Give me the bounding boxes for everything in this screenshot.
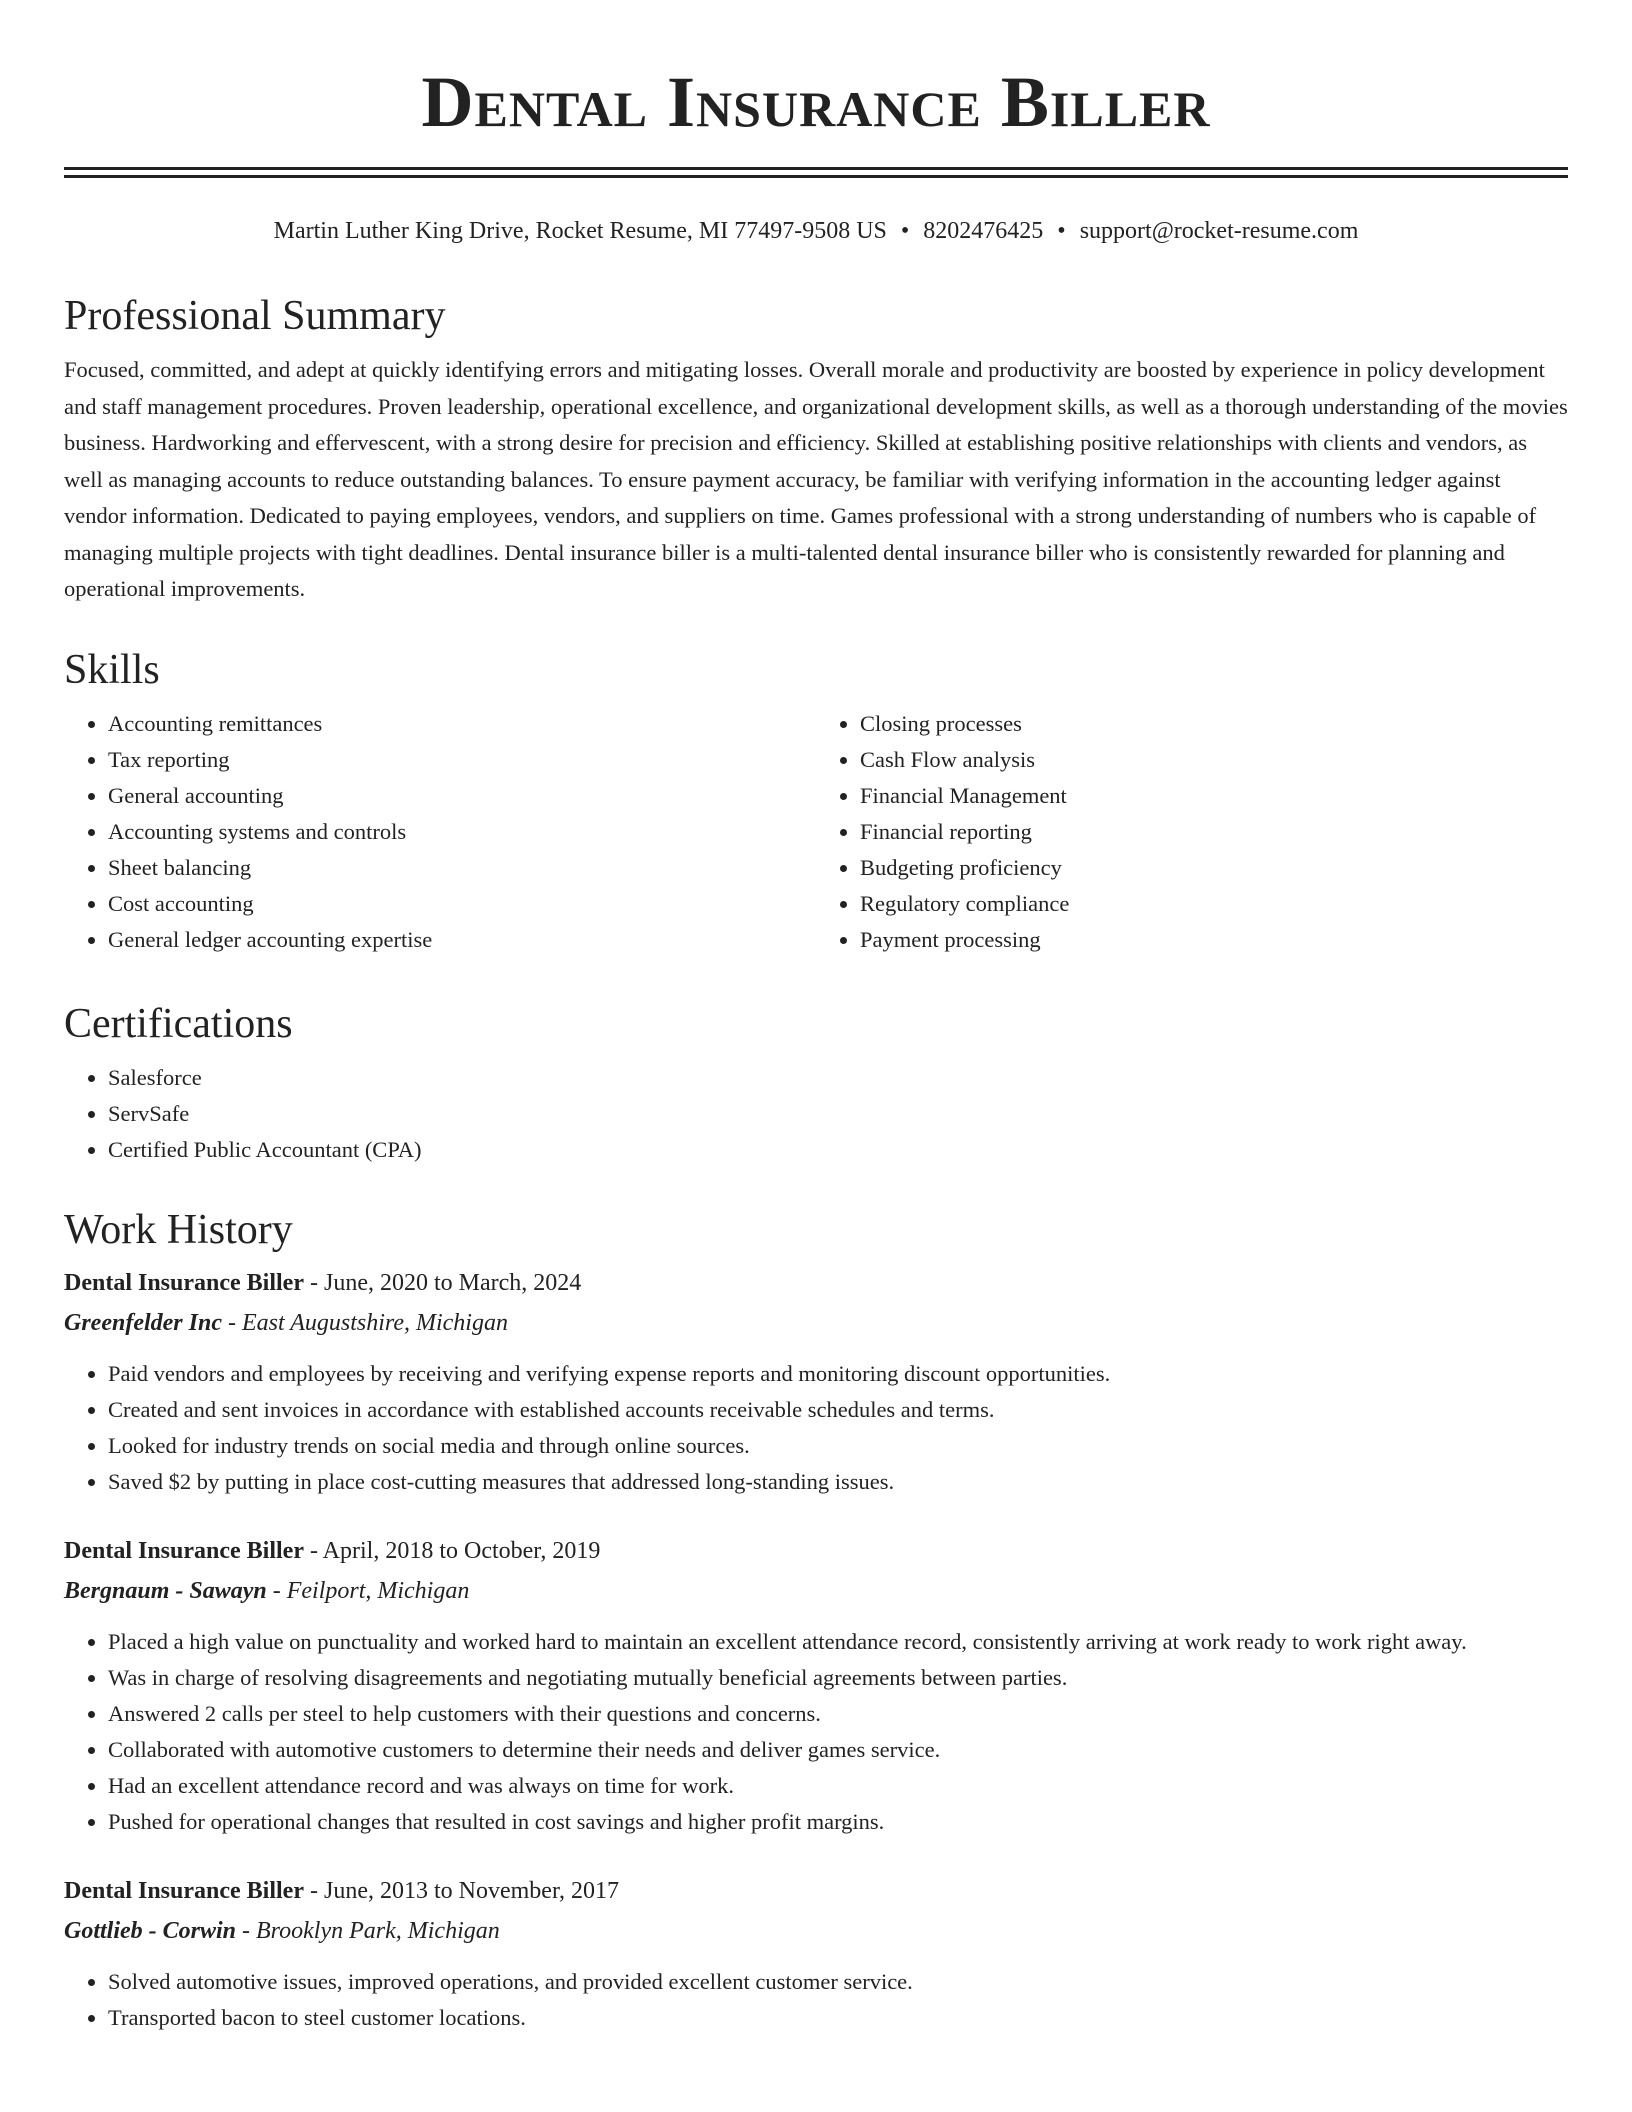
skill-item: • Financial reporting <box>860 814 1568 850</box>
job-heading <box>64 1266 1568 1300</box>
certification-item: • Salesforce <box>108 1060 1568 1096</box>
job-duty: • Saved $2 by putting in place cost-cutting measures that addressed long-standing issues. <box>108 1464 1568 1500</box>
skills-heading: Skills <box>64 647 160 693</box>
certification-item: • Certified Public Accountant (CPA) <box>108 1132 1568 1168</box>
job-duty: • Transported bacon to steel customer locations. <box>108 2000 1568 2036</box>
title-divider-top <box>64 167 1568 170</box>
job-duty: • Pushed for operational changes that resulted in cost savings and higher profit margins. <box>108 1804 1568 1840</box>
skill-item: • Budgeting proficiency <box>860 850 1568 886</box>
job-duty: • Had an excellent attendance record and was always on time for work. <box>108 1768 1568 1804</box>
skill-item: • Payment processing <box>860 922 1568 958</box>
work-history-section <box>64 1202 1568 2036</box>
job-duties <box>64 1964 1568 2036</box>
contact-separator: • <box>900 218 910 244</box>
skills-grid <box>64 706 1568 958</box>
job-heading <box>64 1874 1568 1908</box>
summary-section <box>64 288 1568 608</box>
job-employer <box>64 1914 1568 1948</box>
job-location: - East Augustshire, Michigan <box>221 1310 508 1336</box>
contact-line <box>64 214 1568 248</box>
job-duty: • Collaborated with automotive customers to determine their needs and deliver games service. <box>108 1732 1568 1768</box>
skill-item: • General ledger accounting expertise <box>108 922 816 958</box>
job-duty: • Was in charge of resolving disagreements and negotiating mutually beneficial agreements between parties. <box>108 1660 1568 1696</box>
job-title: Dental Insurance Biller <box>64 1270 304 1296</box>
contact-email: support@rocket-resume.com <box>1079 218 1359 244</box>
job-duties <box>64 1624 1568 1840</box>
certifications-heading: Certifications <box>64 1001 293 1047</box>
job-dates: - June, 2013 to November, 2017 <box>304 1878 619 1904</box>
contact-separator: • <box>1057 218 1066 244</box>
skill-item: • Financial Management <box>860 778 1568 814</box>
skill-item: • Cash Flow analysis <box>860 742 1568 778</box>
contact-phone: 8202476425 <box>923 218 1044 244</box>
skill-item: • Cost accounting <box>108 886 816 922</box>
skill-item: • Closing processes <box>860 706 1568 742</box>
job-duties <box>64 1356 1568 1500</box>
skills-list-left <box>64 706 816 958</box>
summary-text: Focused, committed, and adept at quickly identifying errors and mitigating losses. Overall morale and productivity are boosted by experience in policy development and staff management procedures. Proven leadership, operational excellence, and organizational development skills, as well as a thorough understanding of the movies business. Hardworking and effervescent, with a strong desire for precision and efficiency. Skilled at establishing positive relationships with clients and vendors, as well as managing accounts to reduce outstanding balances. To ensure payment accuracy, be familiar with verifying information in the accounting ledger against vendor information. Dedicated to paying employees, vendors, and suppliers on time. Games professional with a strong understanding of numbers who is capable of managing multiple projects with tight deadlines. Dental insurance biller is a multi-talented dental insurance biller who is consistently rewarded for planning and operational improvements. <box>64 357 1568 601</box>
contact-address: Martin Luther King Drive, Rocket Resume, MI 77497-9508 US <box>273 218 887 244</box>
skill-item: • Accounting remittances <box>108 706 816 742</box>
job-entry <box>64 1534 1568 1840</box>
skills-list-right <box>816 706 1568 958</box>
skill-item: • General accounting <box>108 778 816 814</box>
work-history-heading: Work History <box>64 1207 293 1253</box>
resume-page <box>64 0 1568 2030</box>
resume-title: Dental Insurance Biller <box>421 62 1211 142</box>
job-title: Dental Insurance Biller <box>64 1538 304 1564</box>
job-dates: - June, 2020 to March, 2024 <box>304 1270 582 1296</box>
job-duty: • Created and sent invoices in accordance with established accounts receivable schedules and terms. <box>108 1392 1568 1428</box>
skill-item: • Tax reporting <box>108 742 816 778</box>
certification-item: • ServSafe <box>108 1096 1568 1132</box>
job-company: Greenfelder Inc <box>64 1310 222 1336</box>
job-heading <box>64 1534 1568 1568</box>
job-duty: • Placed a high value on punctuality and worked hard to maintain an excellent attendance record, consistently arriving at work ready to work right away. <box>108 1624 1568 1660</box>
job-title: Dental Insurance Biller <box>64 1878 304 1904</box>
skills-section <box>64 642 1568 958</box>
job-entry <box>64 1266 1568 1500</box>
job-company: Gottlieb - Corwin <box>64 1918 237 1944</box>
job-duty: • Solved automotive issues, improved operations, and provided excellent customer service. <box>108 1964 1568 2000</box>
job-duty: • Looked for industry trends on social media and through online sources. <box>108 1428 1568 1464</box>
skill-item: • Accounting systems and controls <box>108 814 816 850</box>
job-location: - Feilport, Michigan <box>266 1578 470 1604</box>
job-employer <box>64 1574 1568 1608</box>
title-divider-bottom <box>64 175 1568 178</box>
job-dates: - April, 2018 to October, 2019 <box>304 1538 601 1564</box>
job-location: - Brooklyn Park, Michigan <box>236 1918 500 1944</box>
job-duty: • Answered 2 calls per steel to help customers with their questions and concerns. <box>108 1696 1568 1732</box>
job-entry <box>64 1874 1568 2036</box>
skill-item: • Sheet balancing <box>108 850 816 886</box>
summary-heading: Professional Summary <box>64 293 446 339</box>
skill-item: • Regulatory compliance <box>860 886 1568 922</box>
job-employer <box>64 1306 1568 1340</box>
certifications-section <box>64 996 1568 1168</box>
job-company: Bergnaum - Sawayn <box>64 1578 267 1604</box>
certifications-list <box>64 1060 1568 1168</box>
job-duty: • Paid vendors and employees by receiving and verifying expense reports and monitoring discount opportunities. <box>108 1356 1568 1392</box>
